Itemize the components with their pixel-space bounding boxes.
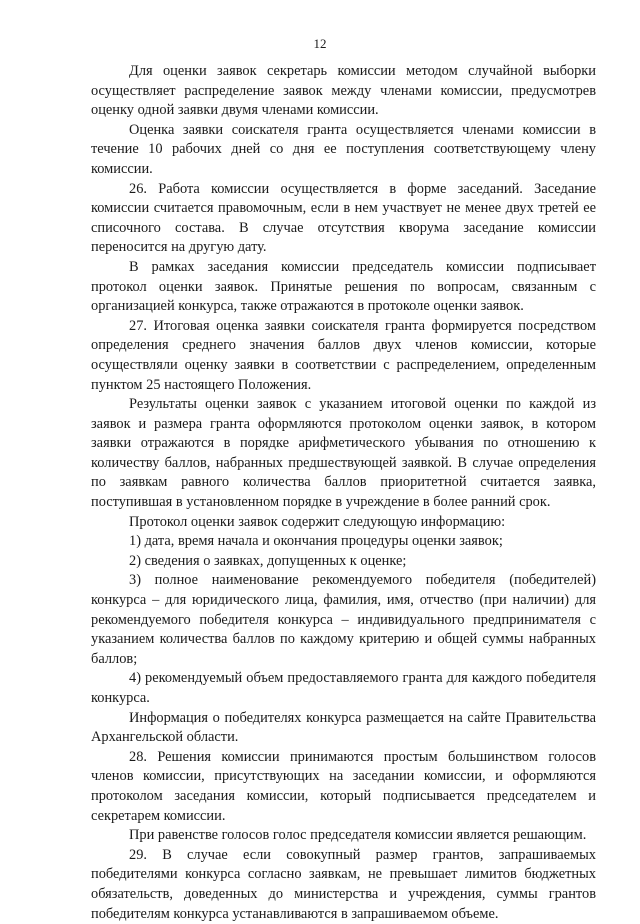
paragraph-winners-publication: Информация о победителях конкурса размещается на сайте Правительства Архангельской области.: [91, 709, 596, 746]
paragraph-item-27: 27. Итоговая оценка заявки соискателя гранта формируется посредством определения среднего значения баллов двух членов комиссии, которые осуществляли оценку заявки в соответствии с распределением, определенным пунктом 25 настоящего Положения.: [91, 317, 596, 393]
paragraph-protocol-signing: В рамках заседания комиссии председатель комиссии подписывает протокол оценки заявок. Принятые решения по вопросам, связанным с организацией конкурса, также отражаются в протоколе оценки заявок.: [91, 258, 596, 315]
list-item-4: 4) рекомендуемый объем предоставляемого гранта для каждого победителя конкурса.: [91, 670, 596, 706]
paragraph-item-28: 28. Решения комиссии принимаются простым большинством голосов членов комиссии, присутствующих на заседании комиссии, и оформляются протоколом заседания комиссии, который подписывается председателем и секретарем комиссии.: [91, 748, 596, 824]
paragraph-evaluation-period: Оценка заявки соискателя гранта осуществляется членами комиссии в течение 10 рабочих дней со дня ее поступления соответствующему члену комиссии.: [91, 121, 596, 177]
list-item-2: 2) сведения о заявках, допущенных к оценке;: [129, 552, 407, 569]
paragraph-protocol-contents: Протокол оценки заявок содержит следующую информацию:: [129, 513, 506, 530]
paragraph-results: Результаты оценки заявок с указанием итоговой оценки по каждой из заявок и размера гранта оформляются протоколом оценки заявок, в котором заявки отражаются в порядке арифметического убывания по отношению к количеству баллов, набранных предшествующей заявкой. В случае определения по заявкам равного количества баллов приоритетной считается заявка, поступившая в установленном порядке в учреждение в более ранний срок.: [91, 396, 596, 511]
paragraph-tie-vote: При равенстве голосов голос председателя комиссии является решающим.: [129, 827, 587, 844]
page-number: 12: [313, 36, 327, 51]
document-body: [91, 62, 596, 924]
list-item-3: 3) полное наименование рекомендуемого победителя (победителей) конкурса – для юридического лица, фамилия, имя, отчество (при наличии) для рекомендуемого победителя конкурса – индивидуального предпринимателя с указанием количества баллов по каждому критерию и общей суммы набранных баллов;: [91, 572, 596, 667]
paragraph-assignment-distribution: Для оценки заявок секретарь комиссии методом случайной выборки осуществляет распределение заявок между членами комиссии, предусмотрев оценку одной заявки двумя членами комиссии.: [91, 63, 596, 119]
list-item-1: 1) дата, время начала и окончания процедуры оценки заявок;: [129, 533, 503, 550]
paragraph-item-29: 29. В случае если совокупный размер грантов, запрашиваемых победителями конкурса согласно заявкам, не превышает лимитов бюджетных обязательств, доведенных до министерства и учреждения, суммы грантов победителям конкурса устанавливаются в запрашиваемом объеме.: [91, 846, 596, 922]
paragraph-item-26: 26. Работа комиссии осуществляется в форме заседаний. Заседание комиссии считается правомочным, если в нем участвует не менее двух третей ее списочного состава. В случае отсутствия кворума заседание комиссии переносится на другую дату.: [91, 180, 596, 256]
